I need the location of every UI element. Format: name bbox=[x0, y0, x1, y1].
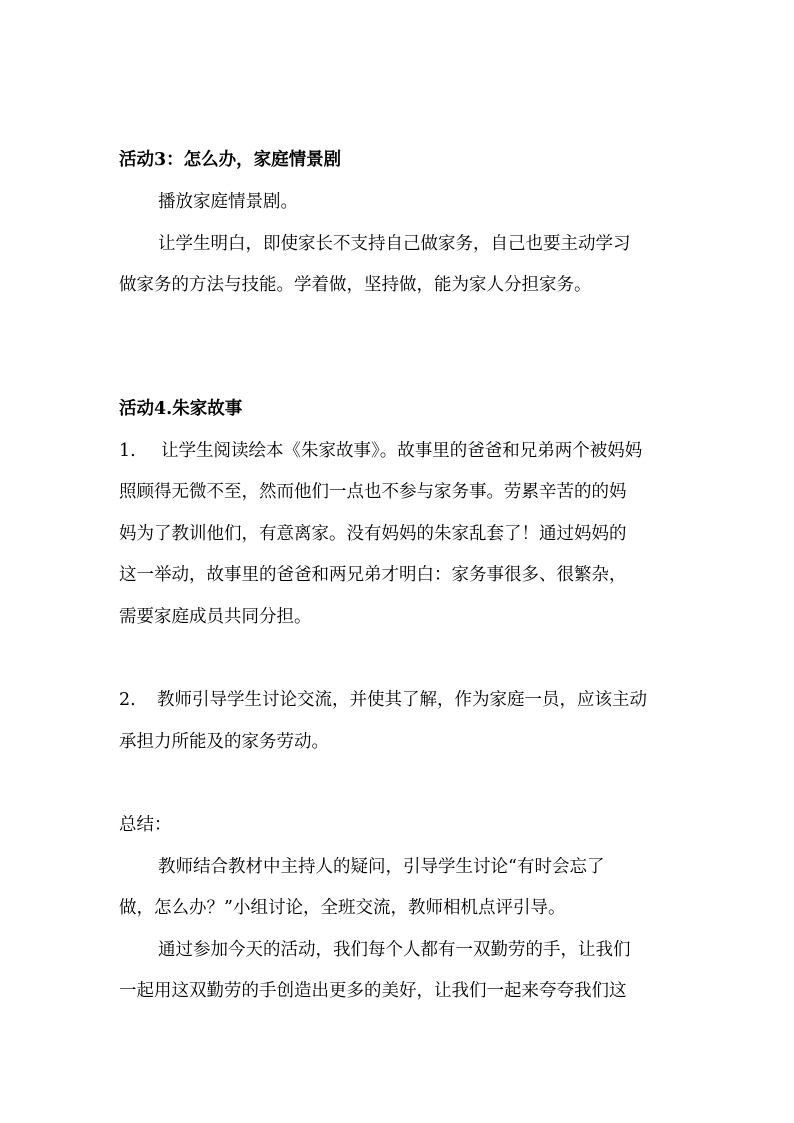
activity4-heading: 活动4.朱家故事 bbox=[119, 399, 243, 419]
activity3-heading: 活动3：怎么办，家庭情景剧 bbox=[119, 150, 342, 170]
summary-paragraph-1-line-2: 做，怎么办？”小组讨论，全班交流，教师相机点评引导。 bbox=[119, 898, 566, 918]
activity3-paragraph-2-line-2: 做家务的方法与技能。学着做，坚持做，能为家人分担家务。 bbox=[119, 275, 592, 295]
activity3-paragraph-2-line-1: 让学生明白，即使家长不支持自己做家务，自己也要主动学习 bbox=[158, 234, 631, 254]
activity4-item-2-line-1 bbox=[119, 688, 689, 712]
activity4-item-1-line-3: 妈为了教训他们，有意离家。没有妈妈的朱家乱套了！通过妈妈的 bbox=[119, 524, 627, 544]
list-text: 让学生阅读绘本《朱家故事》。故事里的爸爸和兄弟两个被妈妈 bbox=[161, 441, 643, 461]
list-text: 教师引导学生讨论交流，并使其了解，作为家庭一员，应该主动 bbox=[157, 690, 647, 710]
summary-paragraph-1-line-1: 教师结合教材中主持人的疑问，引导学生讨论“有时会忘了 bbox=[158, 857, 605, 877]
activity4-item-1-line-2: 照顾得无微不至，然而他们一点也不参与家务事。劳累辛苦的的妈 bbox=[119, 482, 627, 502]
activity4-item-2-line-2: 承担力所能及的家务劳动。 bbox=[119, 732, 329, 752]
summary-paragraph-2-line-1: 通过参加今天的活动，我们每个人都有一双勤劳的手，让我们 bbox=[158, 940, 631, 960]
activity4-item-1-line-1 bbox=[119, 439, 689, 463]
activity3-paragraph-1: 播放家庭情景剧。 bbox=[158, 192, 298, 212]
summary-heading: 总结： bbox=[119, 815, 172, 835]
list-number: 1. bbox=[119, 441, 136, 461]
activity4-item-1-line-4: 这一举动，故事里的爸爸和两兄弟才明白：家务事很多、很繁杂， bbox=[119, 565, 627, 585]
list-number: 2. bbox=[119, 690, 136, 710]
activity4-item-1-line-5: 需要家庭成员共同分担。 bbox=[119, 607, 312, 627]
summary-paragraph-2-line-2: 一起用这双勤劳的手创造出更多的美好，让我们一起来夸夸我们这 bbox=[119, 981, 627, 1001]
